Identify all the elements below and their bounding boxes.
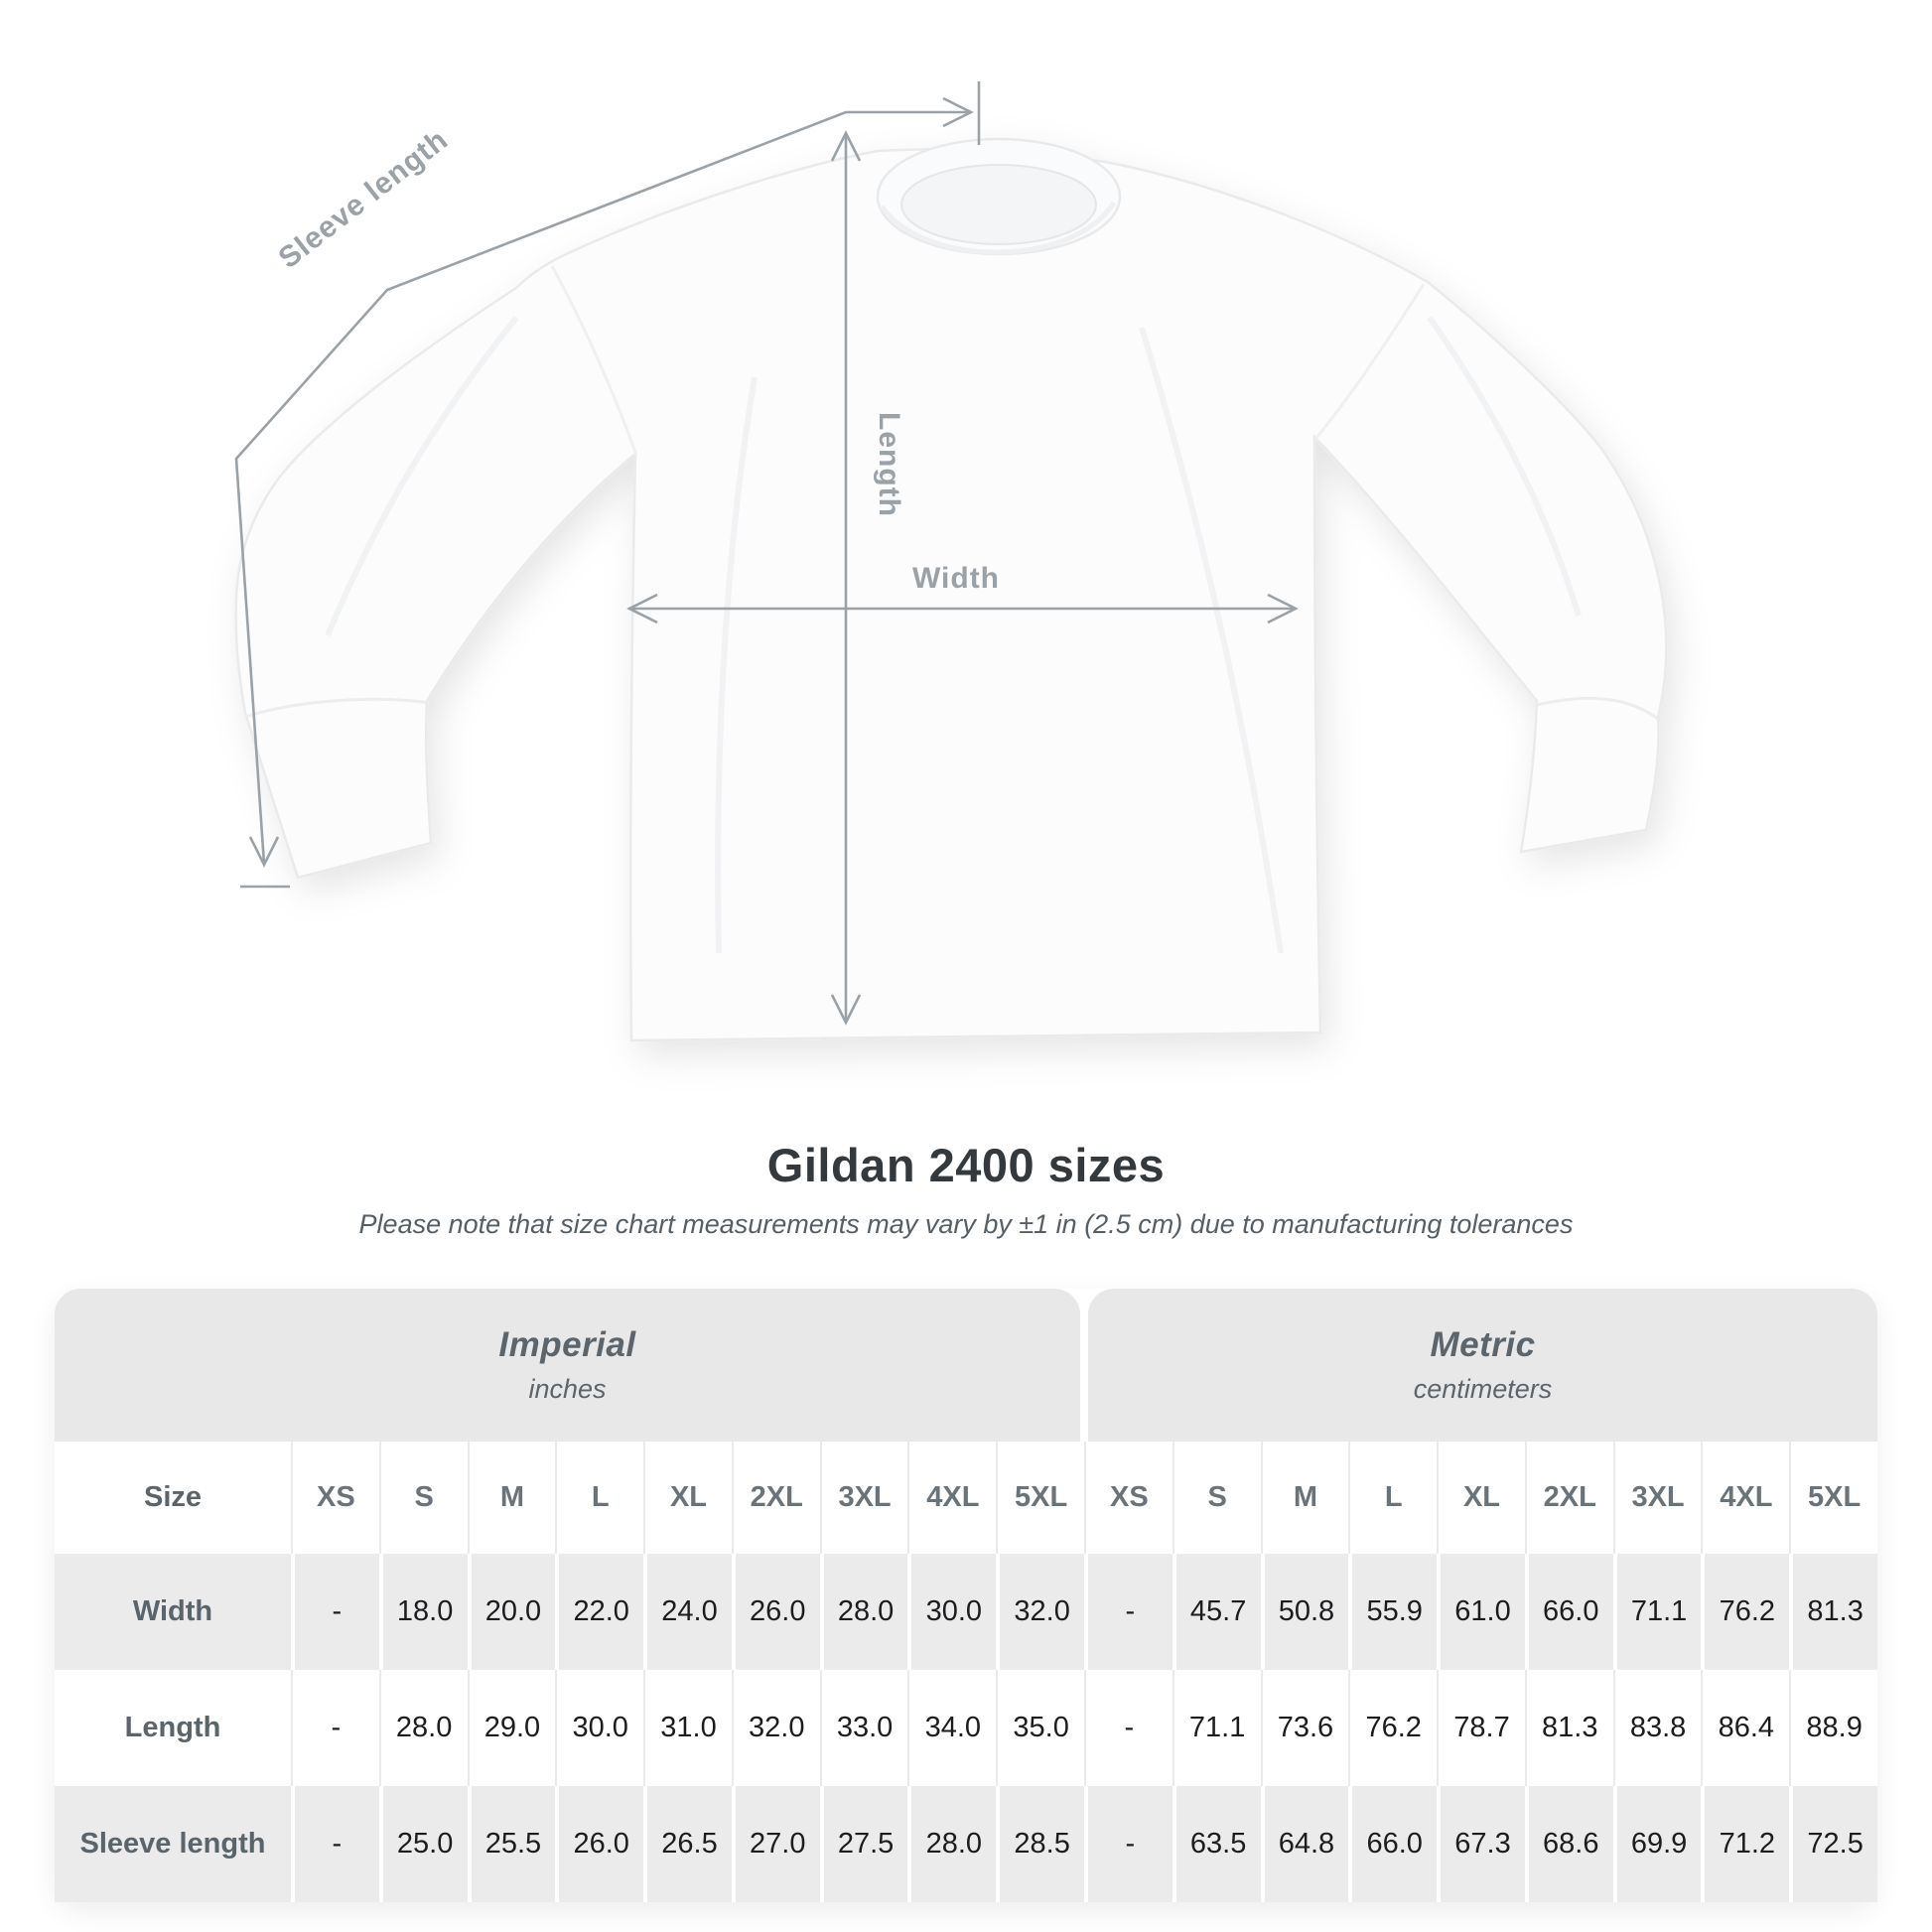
length-imperial-xl: 31.0 [643,1670,732,1786]
width-imperial-2xl: 26.0 [732,1554,820,1670]
metric-size-xs: XS [1084,1442,1173,1554]
sleeve-metric-m: 64.8 [1261,1786,1349,1902]
imperial-size-5xl: 5XL [996,1442,1084,1554]
title-block [0,1138,1932,1240]
width-metric-2xl: 66.0 [1525,1554,1613,1670]
length-imperial-l: 30.0 [555,1670,643,1786]
sleeve-metric-3xl: 69.9 [1613,1786,1702,1902]
width-imperial-xl: 24.0 [643,1554,732,1670]
metric-size-s: S [1173,1442,1261,1554]
metric-size-l: L [1348,1442,1437,1554]
sleeve-imperial-xs: - [291,1786,379,1902]
width-metric-5xl: 81.3 [1789,1554,1877,1670]
length-imperial-4xl: 34.0 [907,1670,996,1786]
sleeve-imperial-2xl: 27.0 [732,1786,820,1902]
unit-group-header-row [55,1289,1877,1442]
width-imperial-xs: - [291,1554,379,1670]
row-label: Width [132,1595,213,1627]
imperial-label: Imperial [498,1325,636,1364]
metric-label: Metric [1430,1325,1536,1364]
length-metric-xs: - [1084,1670,1173,1786]
length-metric-5xl: 88.9 [1789,1670,1877,1786]
imperial-size-xs: XS [291,1442,379,1554]
metric-size-2xl: 2XL [1525,1442,1613,1554]
length-imperial-5xl: 35.0 [996,1670,1084,1786]
width-metric-xs: - [1084,1554,1173,1670]
size-header-row [55,1442,1877,1554]
sleeve-imperial-5xl: 28.5 [996,1786,1084,1902]
width-imperial-m: 20.0 [468,1554,556,1670]
sleeve-imperial-m: 25.5 [468,1786,556,1902]
page-title: Gildan 2400 sizes [766,1139,1166,1191]
sleeve-metric-xl: 67.3 [1437,1786,1525,1902]
imperial-unit: inches [528,1374,607,1404]
metric-unit: centimeters [1413,1374,1553,1404]
metric-size-3xl: 3XL [1613,1442,1702,1554]
length-metric-3xl: 83.8 [1613,1670,1702,1786]
metric-group-header [1088,1289,1877,1442]
length-metric-2xl: 81.3 [1525,1670,1613,1786]
sleeve-metric-l: 66.0 [1348,1786,1437,1902]
width-imperial-3xl: 28.0 [820,1554,908,1670]
tolerance-note: Please note that size chart measurements may vary by ±1 in (2.5 cm) due to manufacturing tolerances [358,1209,1574,1239]
length-metric-4xl: 86.4 [1701,1670,1789,1786]
imperial-size-s: S [379,1442,468,1554]
imperial-size-xl: XL [643,1442,732,1554]
length-metric-s: 71.1 [1173,1670,1261,1786]
size-column-header: Size [143,1481,203,1513]
width-metric-m: 50.8 [1261,1554,1349,1670]
width-imperial-s: 18.0 [379,1554,468,1670]
sleeve-metric-xs: - [1084,1786,1173,1902]
width-imperial-5xl: 32.0 [996,1554,1084,1670]
table-row-length [55,1670,1877,1786]
length-imperial-m: 29.0 [468,1670,556,1786]
sleeve-length-label: Sleeve length [272,122,455,276]
width-metric-4xl: 76.2 [1701,1554,1789,1670]
width-metric-3xl: 71.1 [1613,1554,1702,1670]
table-row-width [55,1554,1877,1670]
imperial-size-l: L [555,1442,643,1554]
length-label: Length [873,412,905,517]
length-imperial-2xl: 32.0 [732,1670,820,1786]
metric-size-5xl: 5XL [1789,1442,1877,1554]
width-label: Width [911,562,1001,595]
length-imperial-3xl: 33.0 [820,1670,908,1786]
sleeve-imperial-4xl: 28.0 [907,1786,996,1902]
length-metric-l: 76.2 [1348,1670,1437,1786]
width-metric-xl: 61.0 [1437,1554,1525,1670]
sleeve-metric-4xl: 71.2 [1701,1786,1789,1902]
metric-size-xl: XL [1437,1442,1525,1554]
imperial-size-2xl: 2XL [732,1442,820,1554]
metric-size-4xl: 4XL [1701,1442,1789,1554]
width-imperial-l: 22.0 [555,1554,643,1670]
length-imperial-xs: - [291,1670,379,1786]
imperial-size-3xl: 3XL [820,1442,908,1554]
sleeve-metric-5xl: 72.5 [1789,1786,1877,1902]
sleeve-imperial-xl: 26.5 [643,1786,732,1902]
sleeve-imperial-3xl: 27.5 [820,1786,908,1902]
width-imperial-4xl: 30.0 [907,1554,996,1670]
length-imperial-s: 28.0 [379,1670,468,1786]
imperial-size-m: M [468,1442,556,1554]
imperial-size-4xl: 4XL [907,1442,996,1554]
width-metric-s: 45.7 [1173,1554,1261,1670]
size-chart-table [55,1289,1877,1902]
imperial-group-header [55,1289,1080,1442]
sleeve-metric-s: 63.5 [1173,1786,1261,1902]
width-metric-l: 55.9 [1348,1554,1437,1670]
length-metric-m: 73.6 [1261,1670,1349,1786]
length-metric-xl: 78.7 [1437,1670,1525,1786]
collar [878,139,1120,254]
sleeve-imperial-l: 26.0 [555,1786,643,1902]
row-label: Sleeve length [79,1828,266,1860]
metric-size-m: M [1261,1442,1349,1554]
table-row-sleeve-length [55,1786,1877,1902]
sleeve-imperial-s: 25.0 [379,1786,468,1902]
row-label: Length [124,1712,221,1743]
sleeve-metric-2xl: 68.6 [1525,1786,1613,1902]
